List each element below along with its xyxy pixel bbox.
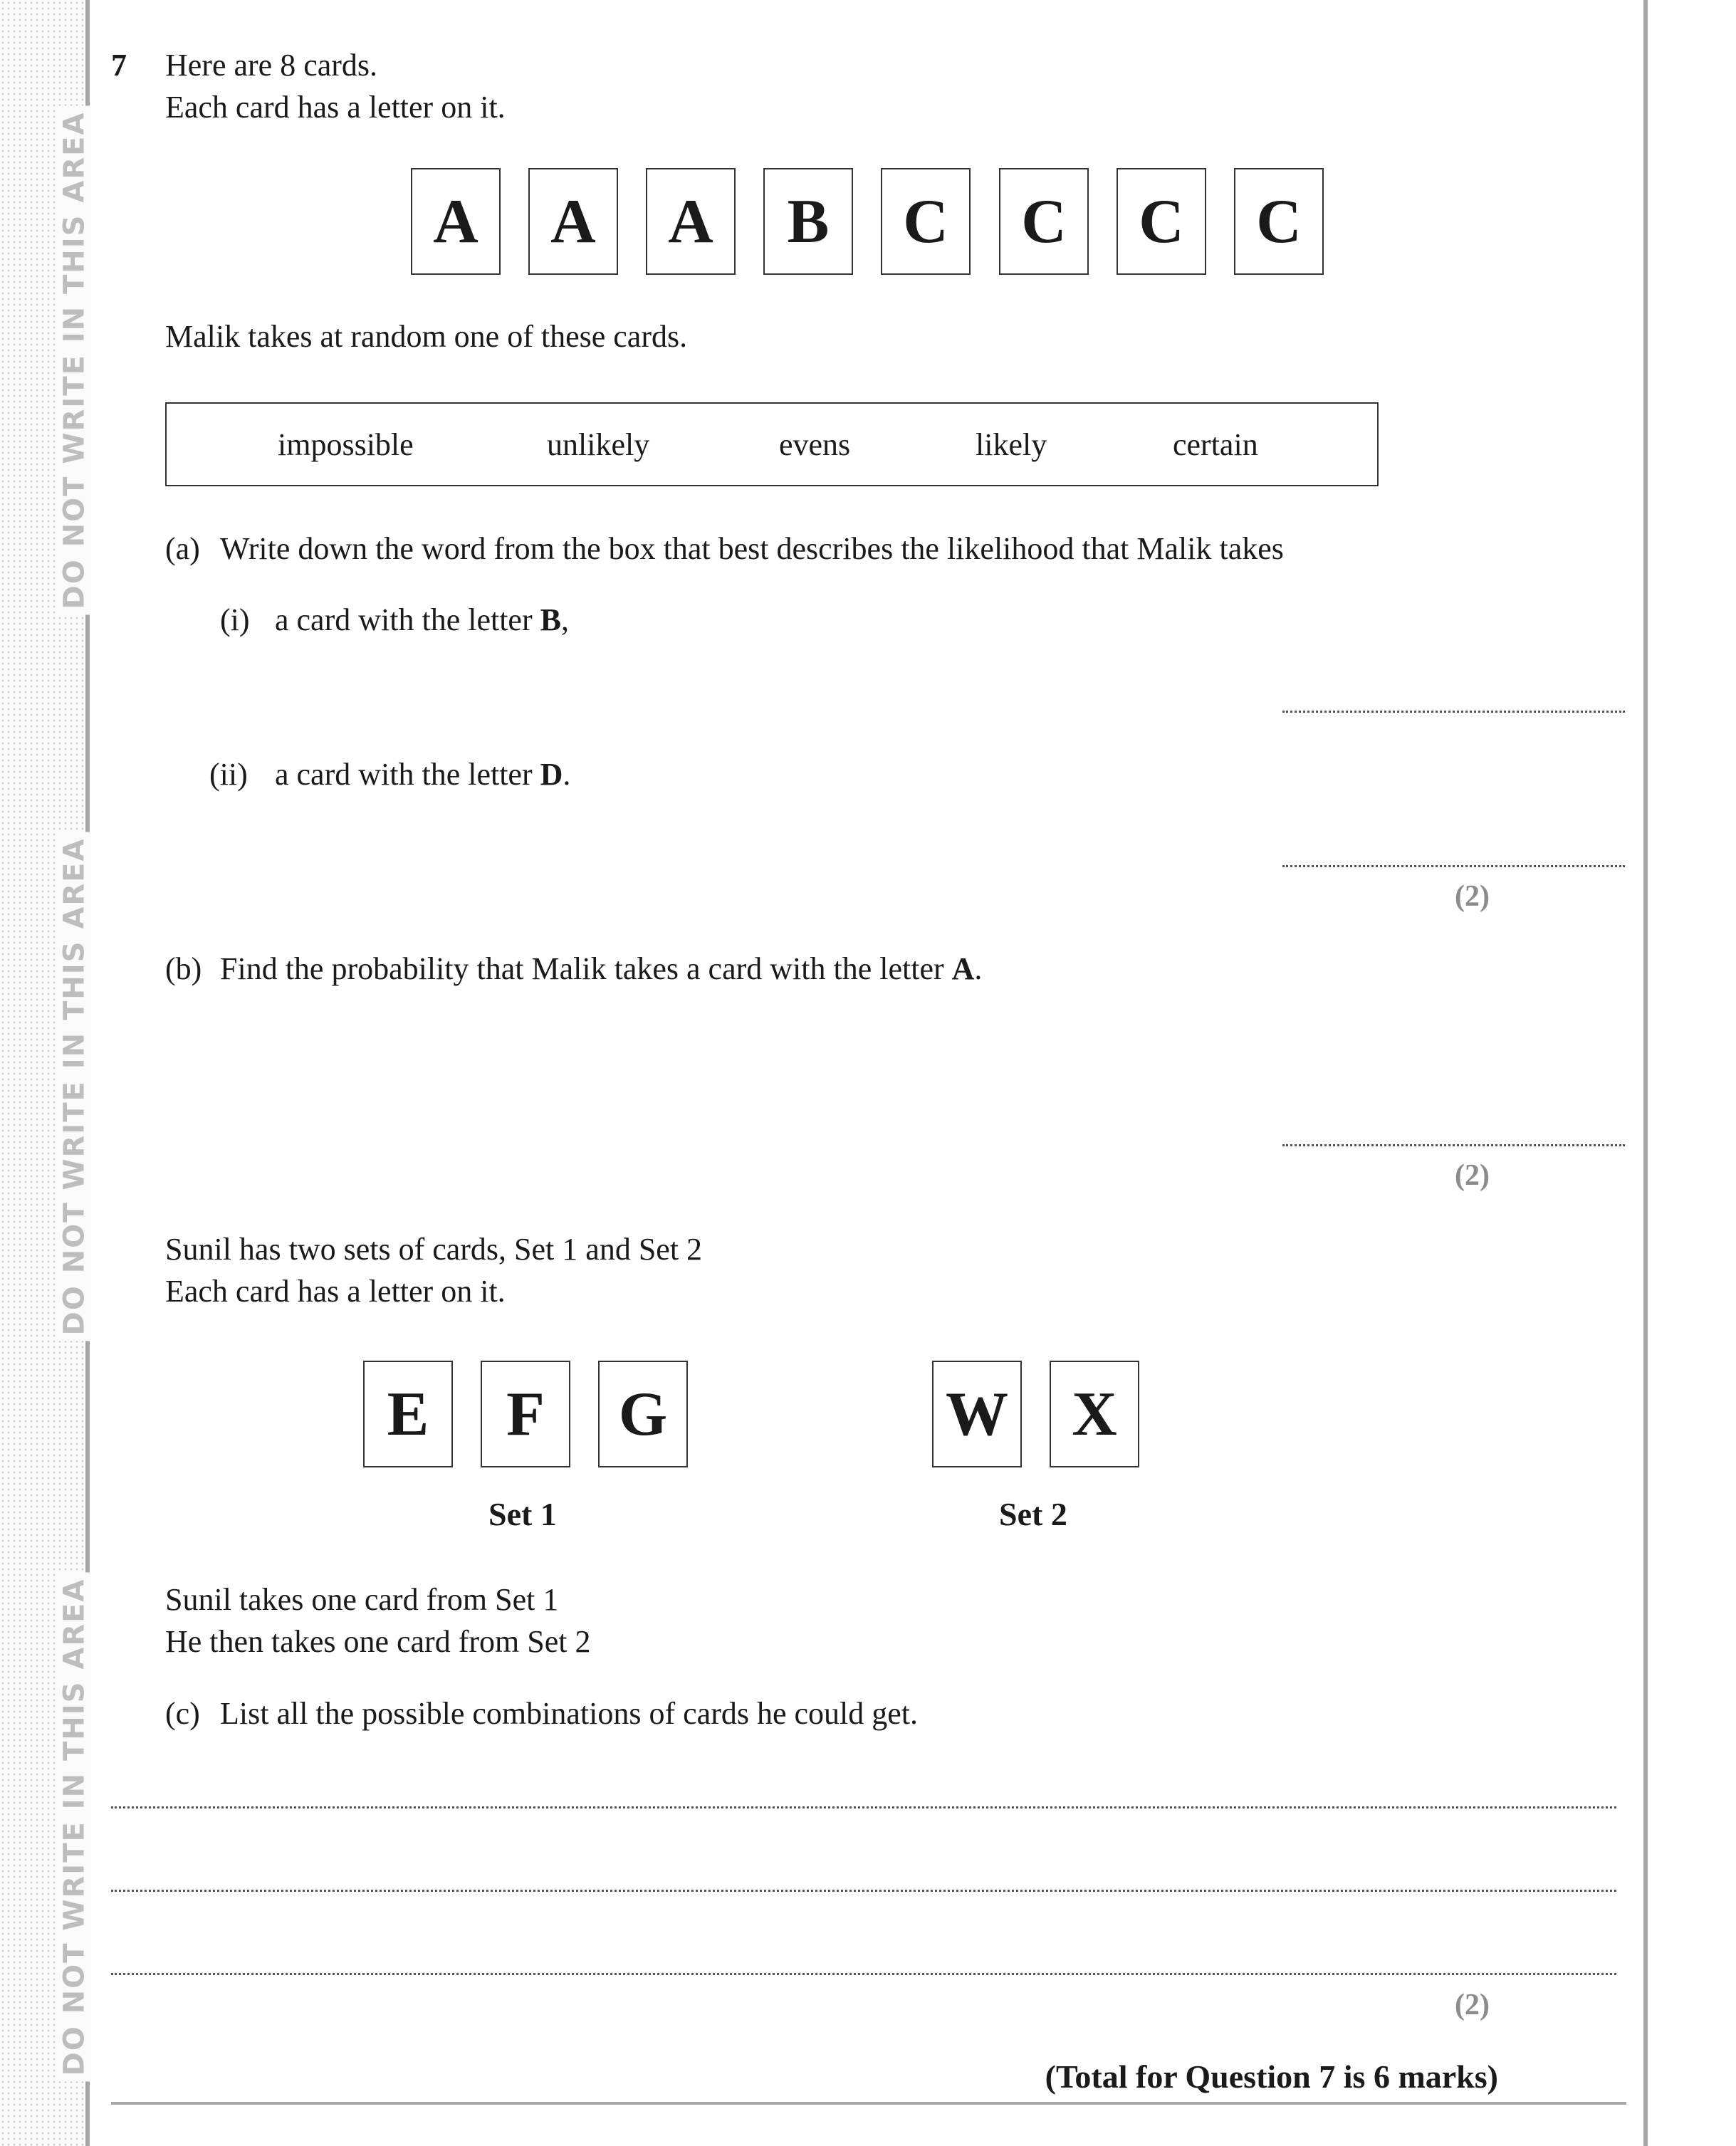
part-b-letter: A	[951, 951, 975, 986]
likelihood-word-box	[165, 402, 1379, 486]
card: A	[411, 168, 501, 275]
part-a-i-text: a card with the letter	[275, 602, 540, 637]
take-line-1: Sunil takes one card from Set 1	[165, 1582, 559, 1617]
card: B	[763, 168, 853, 275]
word-certain: certain	[1173, 427, 1258, 462]
part-a-ii-question	[275, 753, 570, 796]
card: A	[646, 168, 736, 275]
set1-label: Set 1	[488, 1496, 557, 1532]
card: C	[999, 168, 1089, 275]
part-a-ii-letter: D	[540, 757, 563, 792]
answer-line-c-1[interactable]	[111, 1806, 1616, 1809]
intro-line-2: Each card has a letter on it.	[165, 90, 506, 125]
margin-warning-middle: DO NOT WRITE IN THIS AREA	[58, 832, 90, 1341]
sunil-line-2: Each card has a letter on it.	[165, 1274, 506, 1309]
part-a-i-question	[275, 599, 569, 642]
part-c-label: (c)	[165, 1696, 200, 1731]
part-b-question	[220, 948, 982, 990]
take-line-2: He then takes one card from Set 2	[165, 1624, 591, 1659]
card: C	[1117, 168, 1206, 275]
set1-card: F	[481, 1361, 570, 1467]
word-likely: likely	[976, 427, 1047, 462]
part-b-end: .	[974, 951, 983, 986]
malik-line: Malik takes at random one of these cards.	[165, 319, 688, 354]
bottom-rule	[111, 2102, 1626, 2105]
marks-a: (2)	[1455, 880, 1490, 913]
part-a-ii-end: .	[563, 757, 571, 792]
word-unlikely: unlikely	[547, 427, 650, 462]
margin-warning-top: DO NOT WRITE IN THIS AREA	[58, 106, 90, 615]
part-b-label: (b)	[165, 951, 202, 986]
part-c-text: List all the possible combinations of cards he could get.	[220, 1696, 919, 1731]
question-total: (Total for Question 7 is 6 marks)	[1045, 2058, 1498, 2095]
card: C	[881, 168, 971, 275]
answer-line-a-ii[interactable]	[1282, 865, 1625, 867]
set1-card: G	[598, 1361, 688, 1467]
set2-card: W	[932, 1361, 1022, 1467]
marks-b: (2)	[1455, 1159, 1490, 1192]
right-rule	[1643, 0, 1648, 2146]
question-number: 7	[111, 48, 127, 83]
part-a-ii-text: a card with the letter	[275, 757, 540, 792]
answer-line-c-3[interactable]	[111, 1973, 1616, 1975]
part-b-text: Find the probability that Malik takes a card with the letter	[220, 951, 952, 986]
part-a-label: (a)	[165, 531, 200, 566]
sunil-line-1: Sunil has two sets of cards, Set 1 and Set 2	[165, 1232, 703, 1267]
card: A	[528, 168, 618, 275]
set2-label: Set 2	[999, 1496, 1067, 1532]
card: C	[1234, 168, 1324, 275]
answer-line-a-i[interactable]	[1282, 711, 1625, 713]
part-a-text: Write down the word from the box that best describes the likelihood that Malik takes	[220, 531, 1284, 566]
part-a-i-end: ,	[560, 602, 569, 637]
part-a-i-letter: B	[540, 602, 561, 637]
set1-card: E	[363, 1361, 453, 1467]
set2-card: X	[1050, 1361, 1139, 1467]
answer-line-c-2[interactable]	[111, 1890, 1616, 1892]
word-impossible: impossible	[278, 427, 414, 462]
answer-line-b[interactable]	[1282, 1144, 1625, 1146]
intro-line-1: Here are 8 cards.	[165, 48, 378, 83]
word-evens: evens	[779, 427, 851, 462]
marks-c: (2)	[1455, 1989, 1490, 2021]
part-a-ii-label: (ii)	[209, 757, 248, 792]
part-a-i-label: (i)	[220, 602, 250, 637]
margin-warning-bottom: DO NOT WRITE IN THIS AREA	[58, 1573, 90, 2082]
